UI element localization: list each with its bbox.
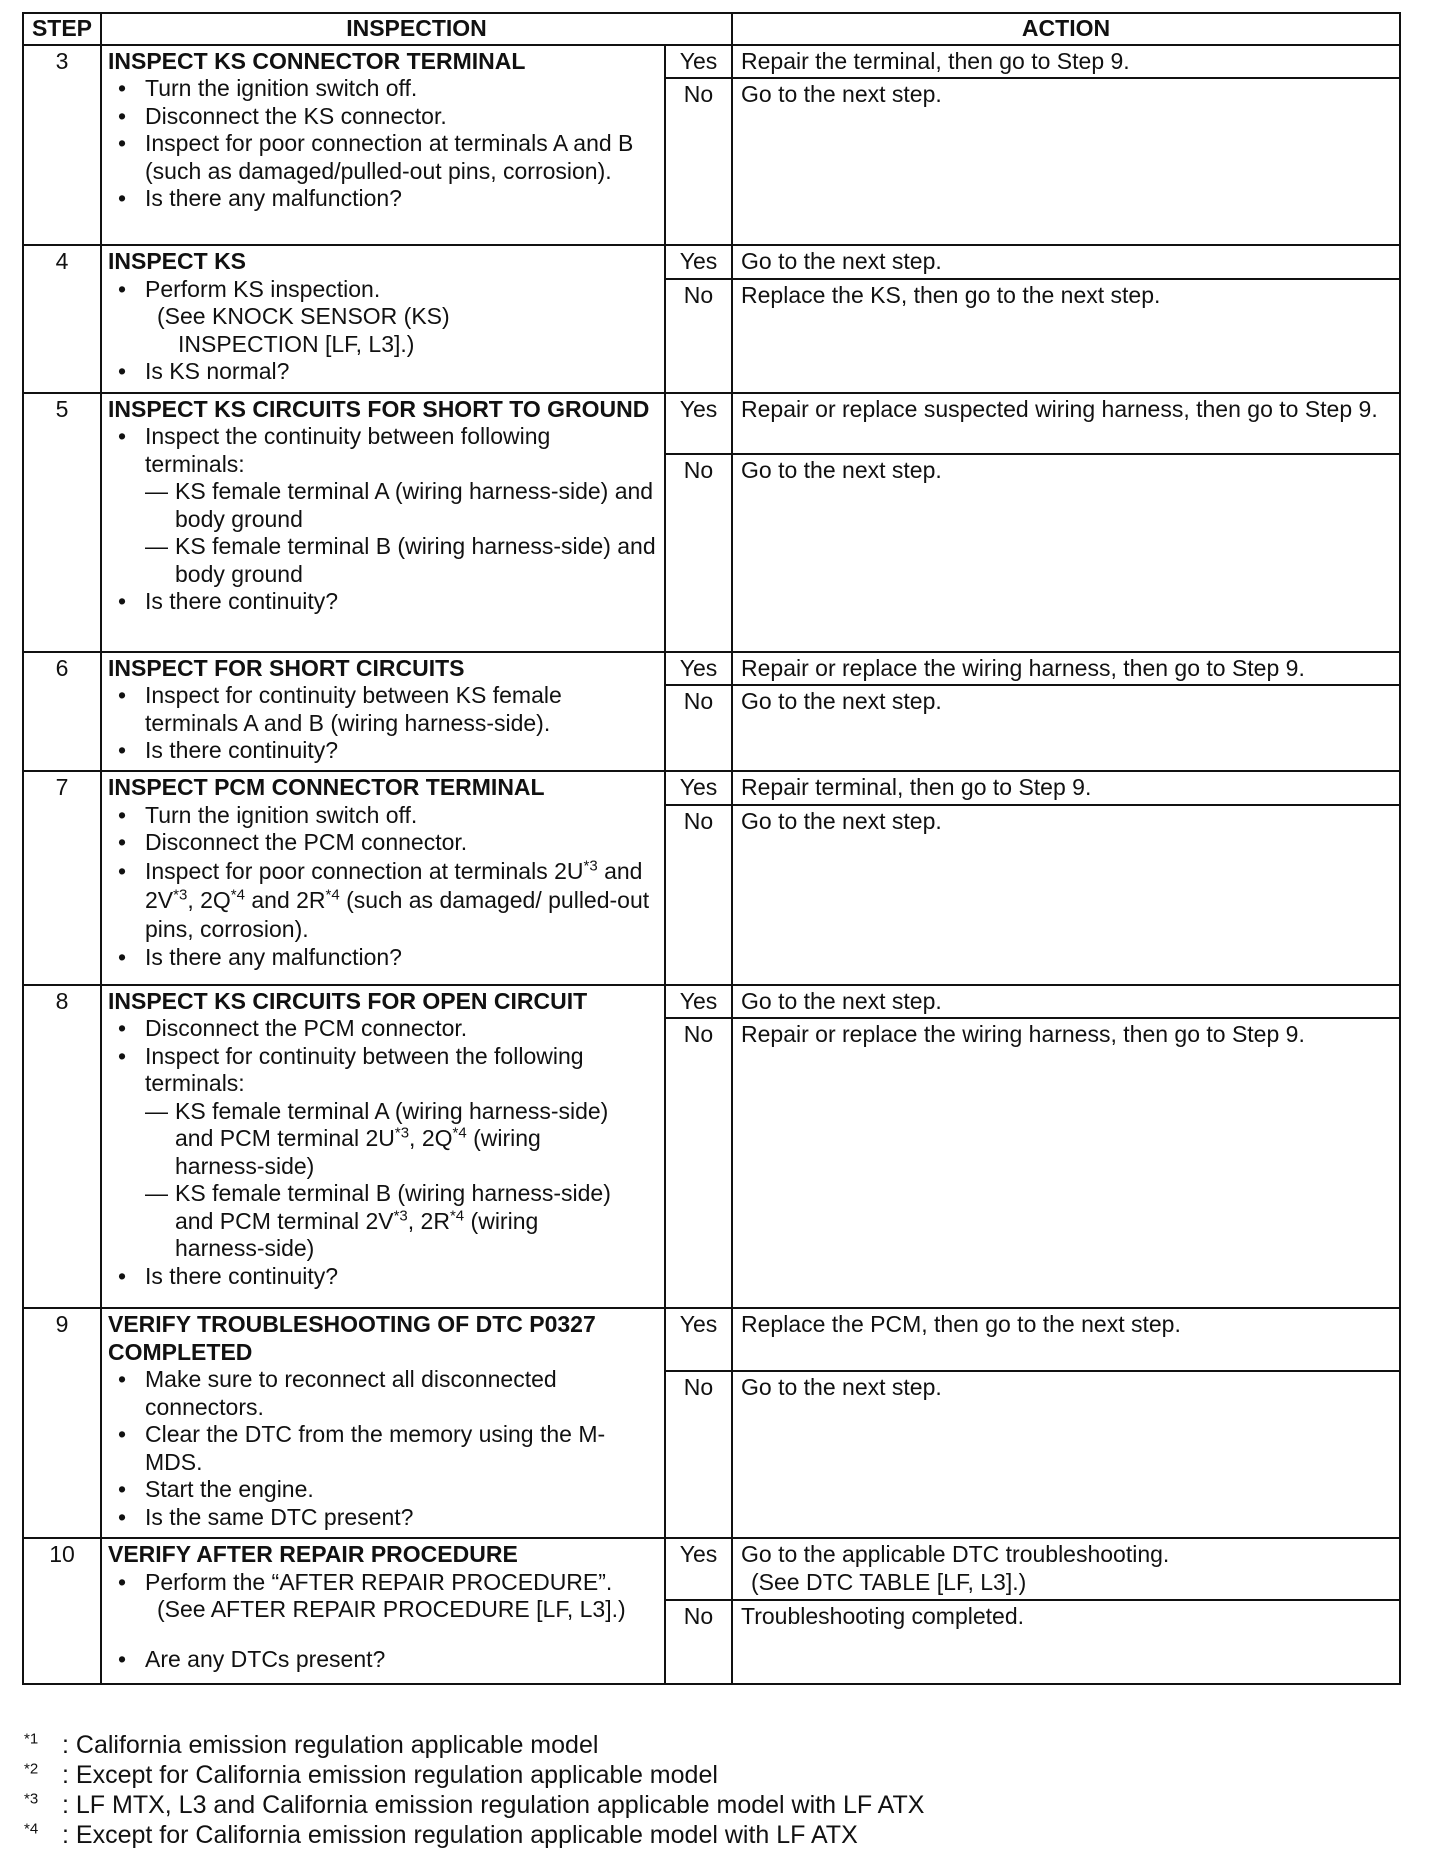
yes-label: Yes <box>665 771 732 805</box>
sub-item-text: KS female terminal A (wiring harness-side) <box>175 1097 609 1124</box>
no-label: No <box>665 805 732 985</box>
inspection-cell <box>101 985 665 1309</box>
footnote-text: : Except for California emission regulation applicable model with LF ATX <box>62 1821 858 1849</box>
step-number: 10 <box>23 1538 101 1684</box>
list-item: • Is there any malfunction? <box>108 944 656 972</box>
table-row <box>23 1538 1400 1600</box>
list-item: • Inspect for continuity between KS female terminals A and B (wiring harness-side). <box>108 682 656 737</box>
footnote-text: : LF MTX, L3 and California emission regulation applicable model with LF ATX <box>62 1791 925 1819</box>
inspection-cell <box>101 1308 665 1538</box>
yes-action: Repair or replace suspected wiring harness, then go to Step 9. <box>732 393 1400 454</box>
list-item: • Disconnect the KS connector. <box>108 103 656 131</box>
list-item <box>108 423 656 588</box>
footnote-ref: *3 <box>394 1124 410 1142</box>
no-label: No <box>665 1600 732 1684</box>
sub-item-text: , 2Q <box>409 1125 453 1151</box>
sub-item-text: harness-side) <box>175 1235 315 1261</box>
no-action: Go to the next step. <box>732 454 1400 652</box>
troubleshooting-sheet <box>22 12 1399 1685</box>
footnote <box>24 1730 924 1760</box>
yes-label: Yes <box>665 985 732 1019</box>
step-title: INSPECT KS CONNECTOR TERMINAL <box>108 47 526 74</box>
yes-action: Replace the PCM, then go to the next step. <box>732 1308 1400 1371</box>
sub-item-text: and PCM terminal 2U <box>175 1125 395 1151</box>
footnote-mark: *3 <box>24 1790 39 1808</box>
yes-action: Repair terminal, then go to Step 9. <box>732 771 1400 805</box>
list-item <box>108 1569 656 1624</box>
step-title: INSPECT KS CIRCUITS FOR OPEN CIRCUIT <box>108 987 588 1014</box>
sub-item <box>145 1098 656 1181</box>
yes-action: Go to the next step. <box>732 985 1400 1019</box>
action-header: ACTION <box>732 13 1400 45</box>
yes-action: Repair the terminal, then go to Step 9. <box>732 45 1400 79</box>
sub-item-text: KS female terminal B (wiring harness-side) <box>175 1180 611 1206</box>
list-item: • Is there continuity? <box>108 737 656 765</box>
no-action: Go to the next step. <box>732 1371 1400 1538</box>
step-number: 6 <box>23 652 101 772</box>
table-row <box>23 393 1400 454</box>
yes-label: Yes <box>665 1308 732 1371</box>
footnote-mark: *2 <box>24 1760 39 1778</box>
table-header-row <box>23 13 1400 45</box>
no-label: No <box>665 78 732 245</box>
step-title: INSPECT FOR SHORT CIRCUITS <box>108 654 465 681</box>
list-item-text: Perform KS inspection. <box>145 275 381 302</box>
table-row <box>23 1308 1400 1371</box>
no-label: No <box>665 279 732 393</box>
reference-text: INSPECTION [LF, L3].) <box>178 330 415 357</box>
no-label: No <box>665 685 732 771</box>
list-item <box>108 276 656 359</box>
footnote <box>24 1820 924 1850</box>
inspection-cell <box>101 1538 665 1684</box>
step-title: INSPECT KS CIRCUITS FOR SHORT TO GROUND <box>108 395 650 422</box>
list-item: • Is there continuity? <box>108 588 656 616</box>
footnote <box>24 1790 924 1820</box>
footnote-text: : Except for California emission regulation applicable model <box>62 1761 718 1789</box>
no-action: Go to the next step. <box>732 805 1400 985</box>
footnote-ref: *3 <box>393 1206 408 1224</box>
footnote-ref: *4 <box>452 1124 467 1142</box>
inspection-cell <box>101 771 665 985</box>
no-action: Replace the KS, then go to the next step. <box>732 279 1400 393</box>
footnote-ref: *4 <box>325 885 340 903</box>
step-number: 3 <box>23 45 101 246</box>
yes-action-text: Go to the applicable DTC troubleshooting. <box>741 1541 1170 1567</box>
no-action: Go to the next step. <box>732 78 1400 245</box>
list-item: • Is KS normal? <box>108 358 656 386</box>
list-item-text: Perform the “AFTER REPAIR PROCEDURE”. <box>145 1568 613 1595</box>
sub-item: — KS female terminal B (wiring harness-side) and body ground <box>145 533 656 588</box>
list-item: • Inspect for poor connection at terminals A and B (such as damaged/pulled-out pins, corrosion). <box>108 130 656 185</box>
sub-item-text: , 2R <box>407 1207 450 1234</box>
footnote-ref: *4 <box>449 1206 465 1224</box>
list-item-text: and 2R <box>244 886 326 913</box>
list-item-text: , 2Q <box>187 886 231 913</box>
footnote-mark: *4 <box>24 1820 39 1838</box>
footnote-ref: *4 <box>230 885 245 903</box>
list-item: • Is there any malfunction? <box>108 185 656 213</box>
step-number: 5 <box>23 393 101 652</box>
inspection-cell <box>101 652 665 772</box>
no-label: No <box>665 454 732 652</box>
footnote <box>24 1760 924 1790</box>
yes-label: Yes <box>665 652 732 686</box>
yes-action <box>732 1538 1400 1600</box>
no-action: Troubleshooting completed. <box>732 1600 1400 1684</box>
list-item: • Is the same DTC present? <box>108 1504 656 1532</box>
sub-item-text: harness-side) <box>175 1152 315 1179</box>
yes-label: Yes <box>665 1538 732 1600</box>
list-item-text: Inspect for continuity between the following terminals: <box>145 1042 584 1096</box>
list-item: • Disconnect the PCM connector. <box>108 829 656 857</box>
inspection-header: INSPECTION <box>101 13 732 45</box>
list-item: • Is there continuity? <box>108 1263 656 1291</box>
list-item-text: (such as damaged/ pulled-out pins, corrosion). <box>145 886 650 942</box>
list-item: • Turn the ignition switch off. <box>108 802 656 830</box>
step-header: STEP <box>23 13 101 45</box>
footnote-ref: *3 <box>173 885 188 903</box>
footnote-mark: *1 <box>24 1730 39 1748</box>
list-item <box>108 857 656 944</box>
list-item: • Start the engine. <box>108 1476 656 1504</box>
list-item: • Make sure to reconnect all disconnected connectors. <box>108 1366 656 1421</box>
reference-text: (See DTC TABLE [LF, L3].) <box>751 1568 1027 1595</box>
table-row <box>23 771 1400 805</box>
step-title: INSPECT KS <box>108 248 247 274</box>
step-title: VERIFY TROUBLESHOOTING OF DTC P0327 COMPLETED <box>108 1311 596 1365</box>
yes-label: Yes <box>665 245 732 279</box>
footnote-ref: *3 <box>583 856 598 874</box>
list-item: • Clear the DTC from the memory using the M-MDS. <box>108 1421 656 1476</box>
list-item <box>108 1043 656 1263</box>
step-number: 8 <box>23 985 101 1309</box>
no-action: Go to the next step. <box>732 685 1400 771</box>
inspection-cell <box>101 393 665 652</box>
sub-item-text: and PCM terminal 2V <box>175 1207 394 1234</box>
table-row <box>23 652 1400 686</box>
sub-item-text: (wiring <box>464 1207 539 1234</box>
footnote-text: : California emission regulation applicable model <box>62 1731 599 1759</box>
table-row <box>23 245 1400 279</box>
list-item-text: Inspect for poor connection at terminals 2U <box>145 857 584 884</box>
sub-item-text: (wiring <box>466 1125 541 1151</box>
list-item: • Are any DTCs present? <box>108 1646 656 1674</box>
reference-text: (See AFTER REPAIR PROCEDURE [LF, L3].) <box>157 1596 626 1622</box>
yes-label: Yes <box>665 393 732 454</box>
sub-item <box>145 1180 656 1263</box>
reference-text: (See KNOCK SENSOR (KS) <box>157 303 450 329</box>
troubleshooting-table <box>22 12 1401 1685</box>
sub-item: — KS female terminal A (wiring harness-side) and body ground <box>145 478 656 533</box>
table-row <box>23 45 1400 79</box>
list-item-text: and 2V <box>145 857 643 913</box>
inspection-cell <box>101 45 665 246</box>
table-row <box>23 985 1400 1019</box>
footnotes <box>24 1730 924 1850</box>
step-title: VERIFY AFTER REPAIR PROCEDURE <box>108 1541 518 1567</box>
list-item: • Disconnect the PCM connector. <box>108 1015 656 1043</box>
list-item-text: Inspect the continuity between following terminals: <box>145 423 551 477</box>
yes-action: Go to the next step. <box>732 245 1400 279</box>
yes-label: Yes <box>665 45 732 79</box>
step-number: 9 <box>23 1308 101 1538</box>
no-label: No <box>665 1371 732 1538</box>
list-item: • Turn the ignition switch off. <box>108 75 656 103</box>
step-number: 4 <box>23 245 101 393</box>
step-title: INSPECT PCM CONNECTOR TERMINAL <box>108 774 545 800</box>
inspection-cell <box>101 245 665 393</box>
step-number: 7 <box>23 771 101 985</box>
no-label: No <box>665 1018 732 1308</box>
yes-action: Repair or replace the wiring harness, then go to Step 9. <box>732 652 1400 686</box>
no-action: Repair or replace the wiring harness, then go to Step 9. <box>732 1018 1400 1308</box>
